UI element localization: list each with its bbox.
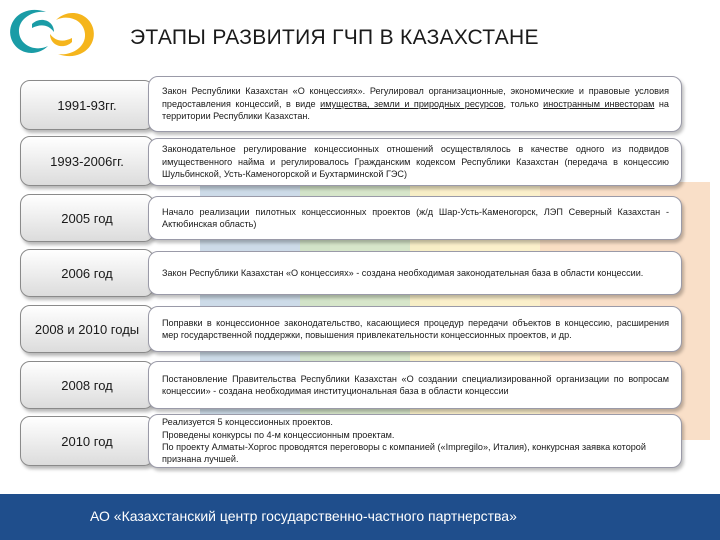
desc-underlined-part: имущества, земли и природных ресурсов [320, 98, 504, 109]
footer-organization-name: АО «Казахстанский центр государственно-частного партнерства» [90, 508, 517, 524]
desc-part: Закон Республики Казахстан «О концессиях». Регулировал организационные, экономические и правовые условия предоставления концессий, в виде [162, 86, 669, 109]
desc-line: Реализуется 5 концессионных проектов. [162, 417, 333, 428]
stage-description-2006 [148, 251, 682, 295]
stage-period-1991 [20, 80, 154, 130]
stage-description-text: Поправки в концессионное законодательство, касающиеся процедур передачи объектов в концессию, расширения мер государственной поддержки, повышения привлекательности концессионных проектов, и др. [162, 317, 669, 340]
stage-period-label: 1993-2006гг. [50, 153, 124, 169]
logo-teal-arc [10, 10, 48, 53]
desc-underlined-part: иностранным инвесторам [543, 98, 655, 109]
stage-description-1993 [148, 138, 682, 186]
stage-period-label: 2005 год [61, 210, 113, 226]
desc-part: на территории Республики Казахстан. [162, 98, 669, 122]
stage-period-label: 2008 год [61, 377, 113, 393]
stage-description-2005 [148, 196, 682, 240]
stage-description-text: Законодательное регулирование концессионных отношений осуществлялось в качестве одного из подвидов имущественного найма и регулировалось Гражданским кодексом Республики Казахстан (передача в концессию Шульбинской, Усть-Каменогорской и Бухтарминской ГЭС) [162, 144, 669, 180]
logo-yellow-arc-inner [50, 34, 72, 46]
stage-description-text: Постановление Правительства Республики Казахстан «О создании специализированной организации по вопросам концессии» - создана необходимая институциональная база в области концессии [162, 373, 669, 396]
stage-period-2005 [20, 194, 154, 242]
stage-period-label: 2008 и 2010 годы [34, 321, 140, 337]
logo-teal-arc-inner [32, 20, 54, 32]
stage-period-label: 2010 год [61, 433, 113, 449]
logo-yellow-arc [56, 13, 94, 56]
stage-period-label: 1991-93гг. [57, 97, 117, 113]
stage-description-text: Закон Республики Казахстан «О концессиях» - создана необходимая законодательная база в области концессии. [162, 267, 644, 278]
stage-period-label: 2006 год [61, 265, 113, 281]
stage-description-text [162, 416, 669, 465]
stage-period-2006 [20, 249, 154, 297]
stage-description-2008 [148, 361, 682, 409]
stage-period-1993 [20, 136, 154, 186]
desc-line: По проекту Алматы-Хоргос проводятся переговоры с компанией («Impregilo», Италия), конкурсная заявка которой признана лучшей. [162, 442, 646, 465]
desc-part: , только [503, 98, 544, 109]
desc-line: Проведены конкурсы по 4-м концессионным проектам. [162, 429, 395, 440]
stage-period-2008 [20, 361, 154, 409]
stage-description-2010 [148, 414, 682, 468]
stage-period-2008-2010 [20, 305, 154, 353]
stage-description-1991 [148, 76, 682, 132]
stage-description-2008-2010 [148, 306, 682, 352]
stage-description-text [162, 85, 669, 122]
logo [2, 2, 102, 64]
footer-bar [0, 494, 720, 540]
page-title: ЭТАПЫ РАЗВИТИЯ ГЧП В КАЗАХСТАНЕ [130, 26, 539, 49]
logo-mark-icon [2, 2, 102, 64]
stage-description-text: Начало реализации пилотных концессионных проектов (ж/д Шар-Усть-Каменогорск, ЛЭП Северный Казахстан - Актюбинская область) [162, 206, 669, 229]
stage-period-2010 [20, 416, 154, 466]
